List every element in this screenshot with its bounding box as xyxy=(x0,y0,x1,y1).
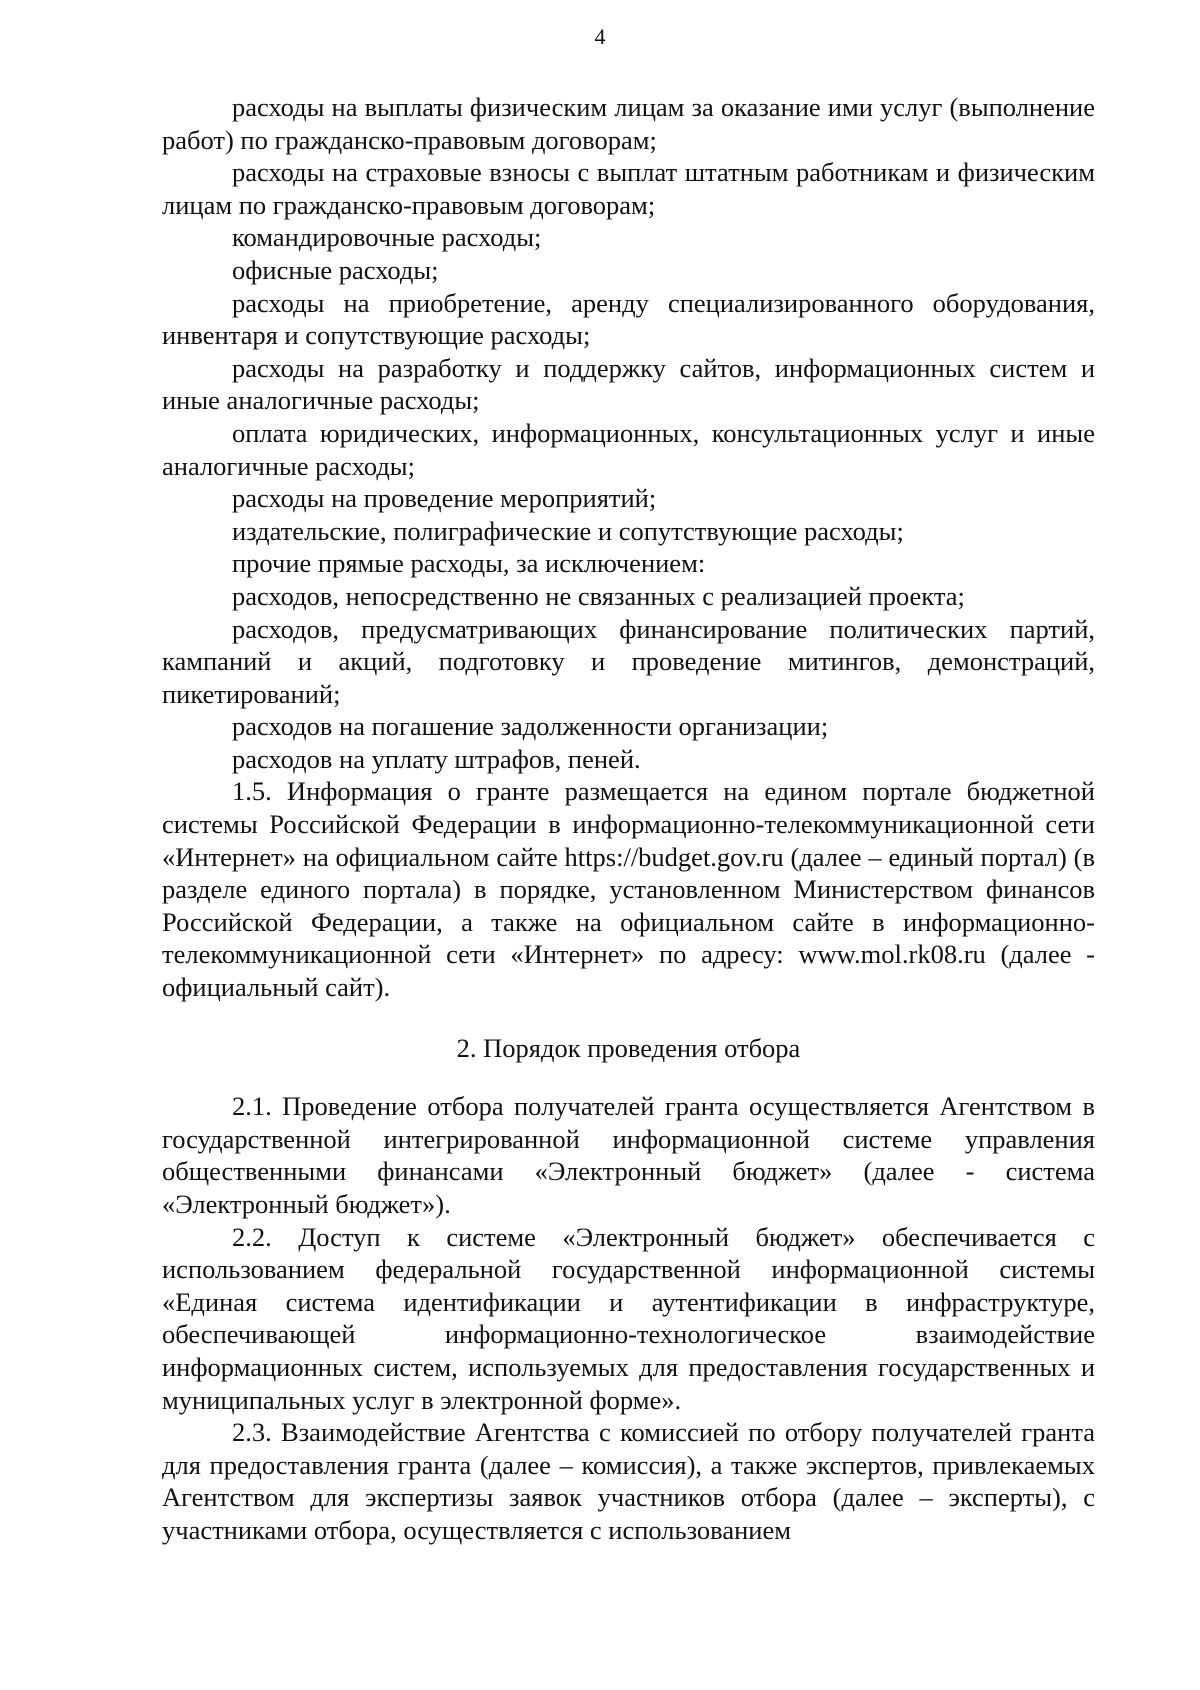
paragraph-clause-2-2: 2.2. Доступ к системе «Электронный бюджет» обеспечивается с использованием федеральной государственной информационной системы «Единая система идентификации и аутентификации в инфраструктуре, обеспечивающей информационно-технологическое взаимодействие информационных систем, используемых для предоставления государственных и муниципальных услуг в электронной форме». xyxy=(162,1221,1095,1415)
paragraph-exclusion-unrelated: расходов, непосредственно не связанных с реализацией проекта; xyxy=(232,580,965,611)
paragraph-other-expenses: прочие прямые расходы, за исключением: xyxy=(232,548,706,579)
paragraph-clause-2-1: 2.1. Проведение отбора получателей гранта осуществляется Агентством в государственной интегрированной информационной системе управления общественными финансами «Электронный бюджет» (далее - система «Электронный бюджет»). xyxy=(162,1091,1095,1219)
paragraph-expense-websites: расходы на разработку и поддержку сайтов, информационных систем и иные аналогичные расходы; xyxy=(162,352,1095,416)
paragraph-expense-travel: командировочные расходы; xyxy=(232,222,542,253)
paragraph-exclusion-political: расходов, предусматривающих финансирование политических партий, кампаний и акций, подготовку и проведение митингов, демонстраций, пикетирований; xyxy=(162,613,1095,709)
paragraph-expense-publishing: издательские, полиграфические и сопутствующие расходы; xyxy=(232,515,904,546)
document-body xyxy=(162,91,1095,1547)
section-heading: 2. Порядок проведения отбора xyxy=(456,1032,801,1063)
page-number: 4 xyxy=(594,24,606,49)
paragraph-expense-services: расходы на выплаты физическим лицам за оказание ими услуг (выполнение работ) по гражданско-правовым договорам; xyxy=(162,92,1095,155)
paragraph-exclusion-debt: расходов на погашение задолженности организации; xyxy=(232,711,829,742)
paragraph-expense-equipment: расходы на приобретение, аренду специализированного оборудования, инвентаря и сопутствующие расходы; xyxy=(162,287,1095,351)
paragraph-expense-insurance: расходы на страховые взносы с выплат штатным работникам и физическим лицам по гражданско-правовым договорам; xyxy=(162,157,1095,220)
paragraph-expense-events: расходы на проведение мероприятий; xyxy=(232,483,657,514)
paragraph-clause-2-3: 2.3. Взаимодействие Агентства с комиссией по отбору получателей гранта для предоставления гранта (далее – комиссия), а также экспертов, привлекаемых Агентством для экспертизы заявок участников отбора (далее – эксперты), с участниками отбора, осуществляется с использованием xyxy=(162,1417,1095,1545)
paragraph-clause-1-5: 1.5. Информация о гранте размещается на едином портале бюджетной системы Российской Федерации в информационно-телекоммуникационной сети «Интернет» на официальном сайте https://budget.gov.ru (далее – единый портал) (в разделе единого портала) в порядке, установленном Министерством финансов Российской Федерации, а также на официальном сайте в информационно-телекоммуникационной сети «Интернет» по адресу: www.mol.rk08.ru (далее - официальный сайт). xyxy=(162,776,1095,1003)
paragraph-expense-office: офисные расходы; xyxy=(232,254,439,285)
paragraph-expense-consulting: оплата юридических, информационных, консультационных услуг и иные аналогичные расходы; xyxy=(162,417,1095,481)
paragraph-exclusion-fines: расходов на уплату штрафов, пеней. xyxy=(232,743,641,774)
